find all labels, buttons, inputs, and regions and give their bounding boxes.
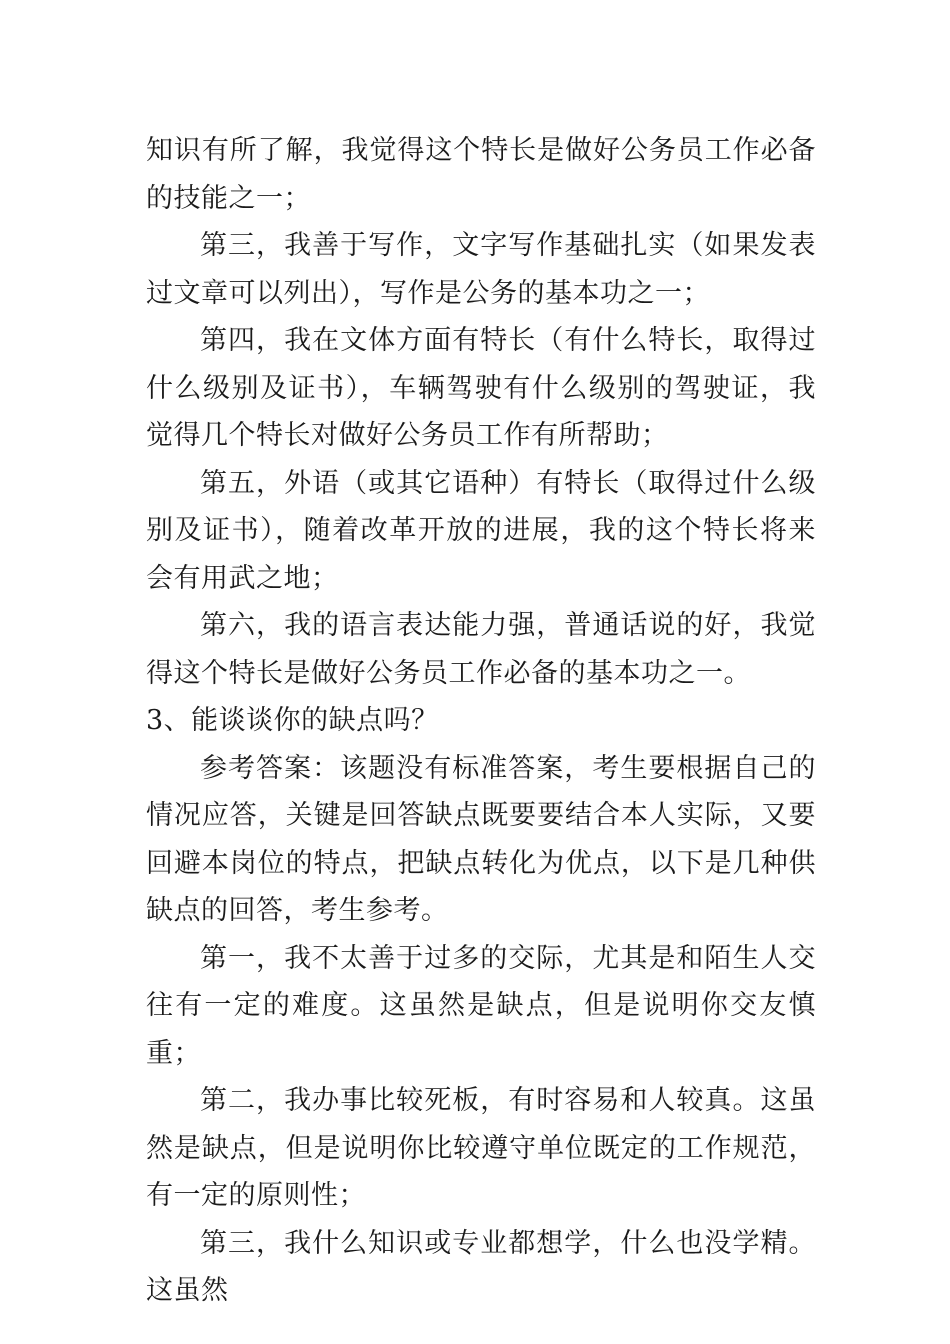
paragraph-fourth-strength: 第四，我在文体方面有特长（有什么特长，取得过什么级别及证书），车辆驾驶有什么级别的驾驶证，我觉得几个特长对做好公务员工作有所帮助； [146, 325, 816, 451]
paragraph-first-weakness: 第一，我不太善于过多的交际，尤其是和陌生人交往有一定的难度。这虽然是缺点，但是说明你交友慎重； [146, 942, 816, 1069]
paragraph-third-weakness: 第三，我什么知识或专业都想学，什么也没学精。这虽然 [146, 1227, 816, 1306]
document-body [146, 127, 816, 1315]
paragraph-continuation: 知识有所了解，我觉得这个特长是做好公务员工作必备的技能之一； [146, 135, 816, 214]
paragraph-reference-answer: 参考答案：该题没有标准答案，考生要根据自己的情况应答，关键是回答缺点既要要结合本人实际，又要回避本岗位的特点，把缺点转化为优点，以下是几种供缺点的回答，考生参考。 [146, 752, 816, 926]
paragraph-fifth-strength: 第五，外语（或其它语种）有特长（取得过什么级别及证书），随着改革开放的进展，我的这个特长将来会有用武之地； [146, 467, 816, 594]
question-heading: 3、能谈谈你的缺点吗？ [146, 705, 439, 736]
paragraph-sixth-strength: 第六，我的语言表达能力强，普通话说的好，我觉得这个特长是做好公务员工作必备的基本功之一。 [146, 610, 816, 689]
paragraph-third-strength: 第三，我善于写作，文字写作基础扎实（如果发表过文章可以列出），写作是公务的基本功之一； [146, 230, 816, 309]
paragraph-second-weakness: 第二，我办事比较死板，有时容易和人较真。这虽然是缺点，但是说明你比较遵守单位既定的工作规范，有一定的原则性； [146, 1085, 816, 1211]
